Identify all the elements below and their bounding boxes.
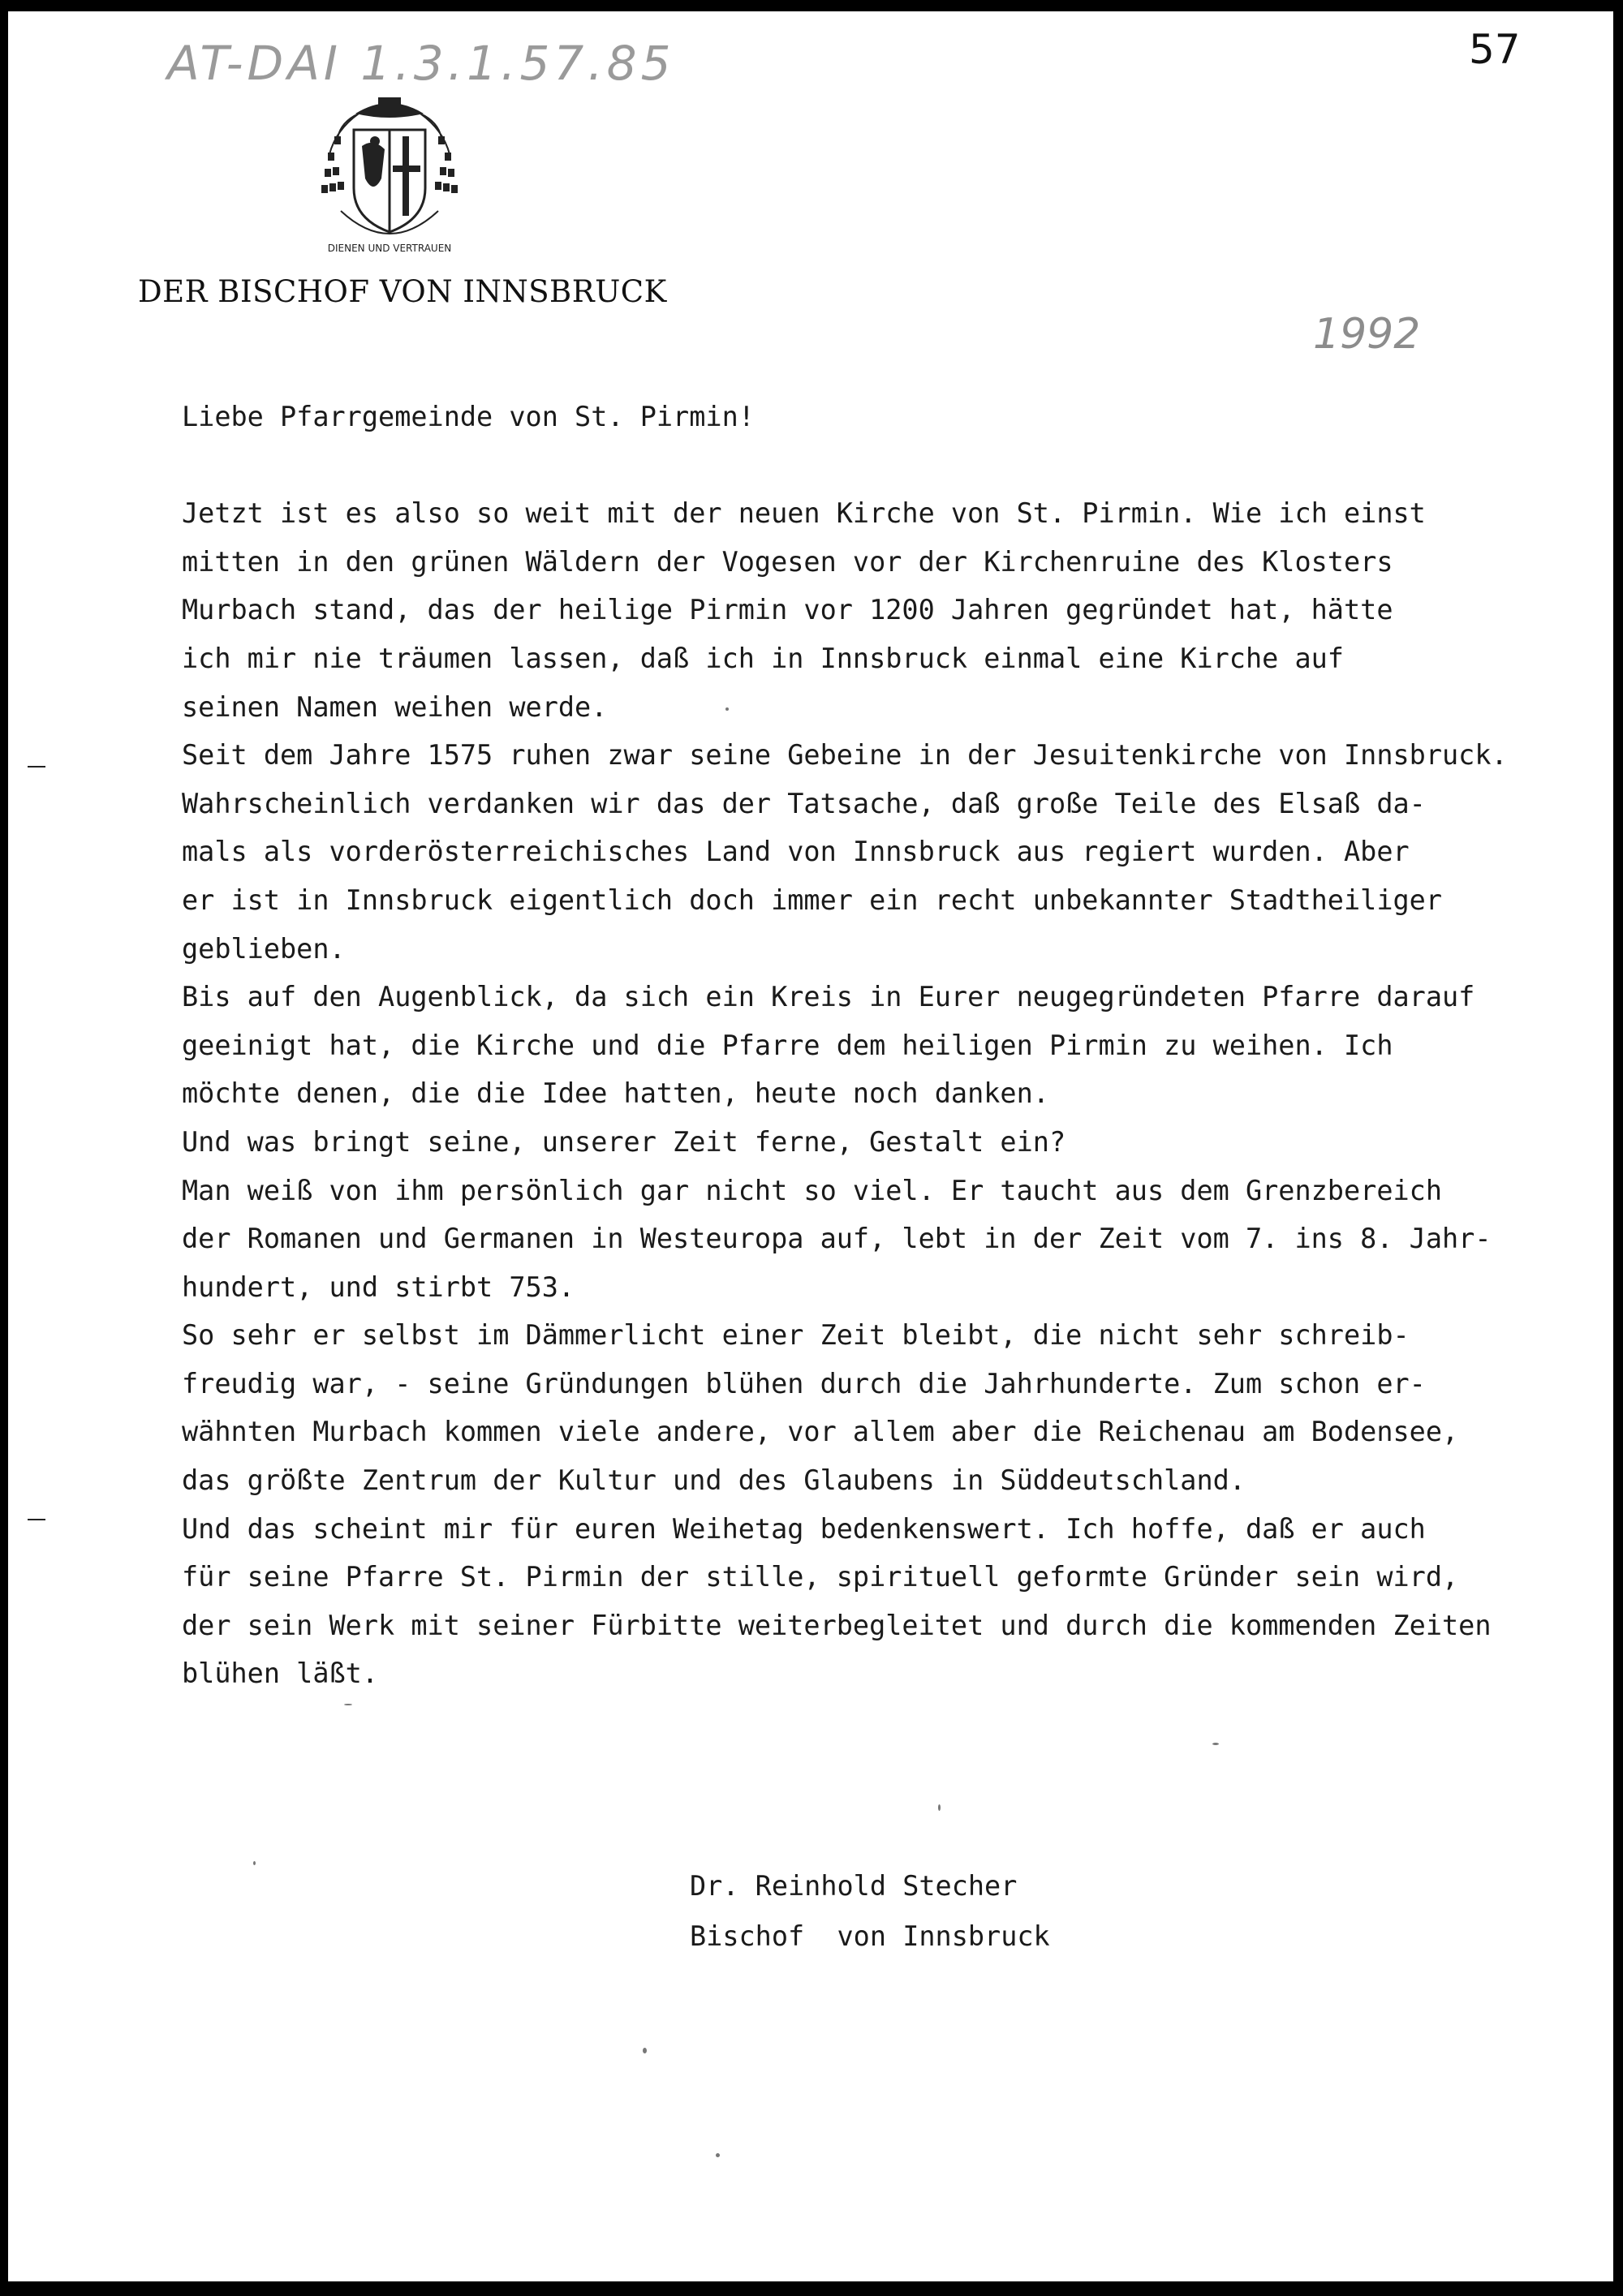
body-line: der sein Werk mit seiner Fürbitte weiterbegleitet und durch die kommenden Zeiten: [182, 1609, 1492, 1641]
punch-mark: [28, 1519, 45, 1520]
signature-name: Dr. Reinhold Stecher: [690, 1870, 1018, 1902]
scan-speck: [643, 2048, 647, 2053]
crest-motto: DIENEN UND VERTRAUEN: [327, 243, 452, 254]
body-line: wähnten Murbach kommen viele andere, vor allem aber die Reichenau am Bodensee,: [182, 1416, 1459, 1448]
scan-speck: [253, 1861, 256, 1865]
letter-body: [182, 393, 1578, 1698]
scan-speck: [725, 707, 729, 711]
letter-page: [8, 11, 1613, 2281]
body-line: hundert, und stirbt 753.: [182, 1271, 575, 1303]
page-number-annotation: 57: [1469, 26, 1521, 73]
letterhead-title: DER BISCHOF VON INNSBRUCK: [138, 274, 667, 309]
body-line: Jetzt ist es also so weit mit der neuen Kirche von St. Pirmin. Wie ich einst: [182, 497, 1426, 530]
body-line: Murbach stand, das der heilige Pirmin vor 1200 Jahren gegründet hat, hätte: [182, 594, 1393, 626]
year-annotation: 1992: [1313, 310, 1421, 359]
scan-speck: [1212, 1743, 1219, 1745]
body-line: geblieben.: [182, 932, 346, 965]
scan-speck: [938, 1804, 941, 1811]
body-line: Und das scheint mir für euren Weihetag bedenkenswert. Ich hoffe, daß er auch: [182, 1512, 1426, 1545]
body-line: Bis auf den Augenblick, da sich ein Kreis in Eurer neugegründeten Pfarre darauf: [182, 981, 1475, 1013]
archive-reference-annotation: AT-DAI 1.3.1.57.85: [167, 36, 675, 91]
body-line: für seine Pfarre St. Pirmin der stille, spirituell geformte Gründer sein wird,: [182, 1561, 1459, 1593]
salutation: Liebe Pfarrgemeinde von St. Pirmin!: [182, 401, 755, 432]
body-line: ich mir nie träumen lassen, daß ich in Innsbruck einmal eine Kirche auf: [182, 642, 1344, 674]
body-line: der Romanen und Germanen in Westeuropa auf, lebt in der Zeit vom 7. ins 8. Jahr-: [182, 1223, 1492, 1255]
body-line: das größte Zentrum der Kultur und des Glaubens in Süddeutschland.: [182, 1464, 1246, 1497]
punch-mark: [28, 766, 45, 767]
body-line: Und was bringt seine, unserer Zeit ferne, Gestalt ein?: [182, 1125, 1066, 1158]
body-line: So sehr er selbst im Dämmerlicht einer Zeit bleibt, die nicht sehr schreib-: [182, 1319, 1410, 1352]
body-line: seinen Namen weihen werde.: [182, 690, 608, 723]
body-line: freudig war, - seine Gründungen blühen durch die Jahrhunderte. Zum schon er-: [182, 1367, 1426, 1400]
body-line: Seit dem Jahre 1575 ruhen zwar seine Gebeine in der Jesuitenkirche von Innsbruck.: [182, 739, 1508, 772]
signature-block: [690, 1861, 1050, 1962]
body-line: möchte denen, die die Idee hatten, heute noch danken.: [182, 1077, 1049, 1110]
episcopal-coat-of-arms-icon: [308, 89, 471, 264]
body-line: blühen läßt.: [182, 1658, 379, 1690]
body-line: geeinigt hat, die Kirche und die Pfarre dem heiligen Pirmin zu weihen. Ich: [182, 1029, 1393, 1061]
signature-title: Bischof von Innsbruck: [690, 1920, 1050, 1952]
body-line: mals als vorderösterreichisches Land von Innsbruck aus regiert wurden. Aber: [182, 836, 1410, 868]
body-line: er ist in Innsbruck eigentlich doch immer ein recht unbekannter Stadtheiliger: [182, 884, 1442, 916]
body-line: Man weiß von ihm persönlich gar nicht so viel. Er taucht aus dem Grenzbereich: [182, 1174, 1442, 1206]
scan-speck: [344, 1704, 352, 1705]
scan-speck: [716, 2153, 720, 2157]
body-line: Wahrscheinlich verdanken wir das der Tatsache, daß große Teile des Elsaß da-: [182, 787, 1426, 819]
body-line: mitten in den grünen Wäldern der Vogesen vor der Kirchenruine des Klosters: [182, 545, 1393, 578]
